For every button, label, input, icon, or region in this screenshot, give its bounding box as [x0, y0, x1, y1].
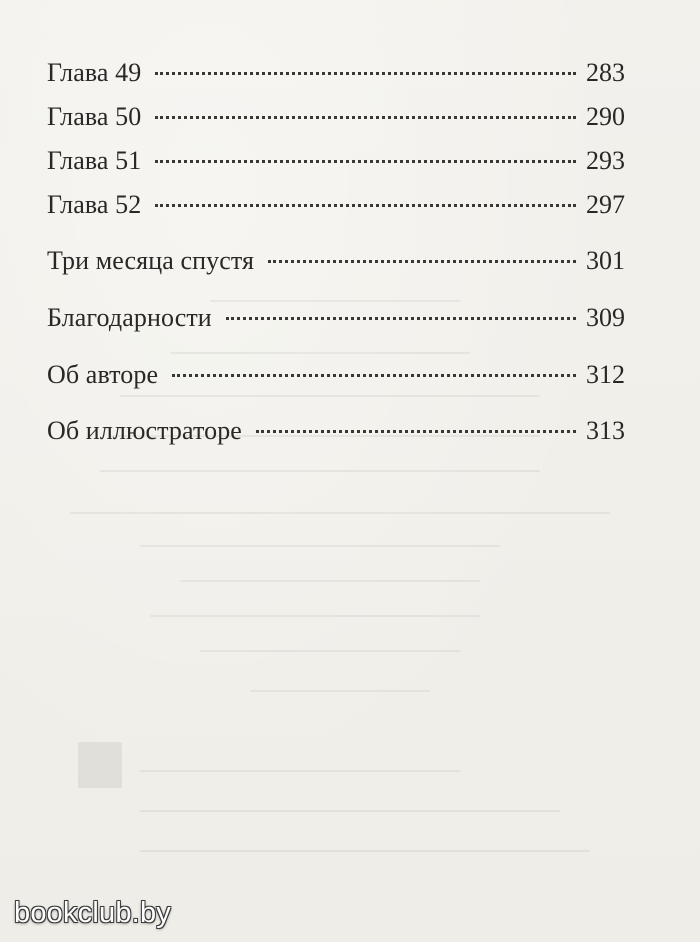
toc-entry-title: Глава 49 [47, 58, 142, 87]
show-through-line [70, 512, 610, 514]
toc-entry-title: Глава 52 [47, 190, 142, 219]
show-through-line [140, 810, 560, 812]
toc-entry-title: Три месяца спустя [47, 246, 255, 275]
show-through-line [100, 470, 540, 472]
toc-entry-title: Об авторе [47, 360, 159, 389]
toc-entry-page: 283 [586, 58, 625, 87]
toc-entry [47, 246, 625, 276]
show-through-line [140, 770, 460, 772]
toc-entry-page: 309 [586, 303, 625, 332]
show-through-line [140, 850, 590, 852]
toc-entry-title: Глава 50 [47, 102, 142, 131]
dot-leader [172, 374, 576, 377]
toc-entry [47, 360, 625, 390]
site-watermark: bookclub.by [14, 897, 171, 929]
table-of-contents [47, 58, 625, 446]
toc-entry-title: Глава 51 [47, 146, 142, 175]
dot-leader [155, 204, 576, 207]
toc-entry [47, 146, 625, 176]
toc-entry [47, 190, 625, 220]
toc-entry-page: 301 [586, 246, 625, 275]
dot-leader [226, 317, 576, 320]
show-through-line [180, 580, 480, 582]
dot-leader [256, 430, 576, 433]
dot-leader [155, 116, 576, 119]
toc-entry [47, 303, 625, 333]
toc-entry-page: 313 [586, 416, 625, 445]
show-through-line [150, 615, 480, 617]
dot-leader [155, 72, 576, 75]
toc-entry [47, 58, 625, 88]
toc-entry-page: 293 [586, 146, 625, 175]
show-through-line [250, 690, 430, 692]
toc-entry-page: 312 [586, 360, 625, 389]
show-through-line [200, 650, 460, 652]
toc-entry-page: 297 [586, 190, 625, 219]
toc-entry-page: 290 [586, 102, 625, 131]
toc-entry [47, 102, 625, 132]
show-through-line [140, 545, 500, 547]
dot-leader [268, 260, 576, 263]
toc-entry-title: Благодарности [47, 303, 212, 332]
dot-leader [155, 160, 576, 163]
toc-entry-title: Об иллюстраторе [47, 416, 242, 445]
toc-entry [47, 416, 625, 446]
show-through-logo [78, 742, 122, 788]
